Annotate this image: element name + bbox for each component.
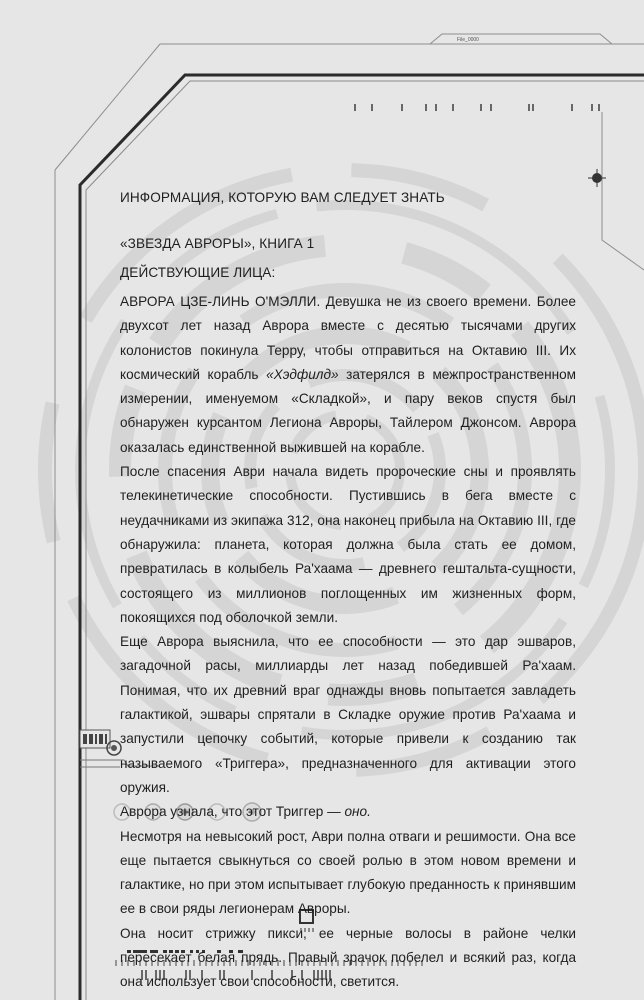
emphasis-text: оно. <box>344 804 371 820</box>
file-tag-text: File_0000 <box>457 37 479 43</box>
paragraph-appearance: Она носит стрижку пикси, ее черные волосы в районе челки пересекает белая прядь. Правый зрачок побелел и всякий раз, когда она использует свои способности, светится. <box>120 925 576 990</box>
character-name: АВРОРА ЦЗЕ-ЛИНЬ О'МЭЛЛИ. <box>120 294 321 309</box>
paragraph-text: затерялся в межпространственном измерении, именуемом «Складкой», и пару веков спустя был обнаружен курсантом Легиона Авроры, Тайлером Джонсом. Аврора оказалась единственной выжившей на корабле. <box>120 366 576 455</box>
paragraph-eshvar: Еще Аврора выяснила, что ее способности — это дар эшваров, загадочной расы, миллиарды лет назад победившей Ра'хаам. Понимая, что их древний враг однажды вновь попытается завладеть галактикой, эшвары спрятали в Складке оружие против Ра'хаама и запустили цепочку событий, которые привели к созданию так называемого «Триггера», предназначенного для активации этого оружия. <box>120 634 576 795</box>
page-content <box>120 186 576 995</box>
paragraph-text: Аврора узнала, что этот Триггер — <box>120 804 345 820</box>
section-title: ИНФОРМАЦИЯ, КОТОРУЮ ВАМ СЛЕДУЕТ ЗНАТЬ <box>120 190 445 205</box>
paragraph-rescue: После спасения Аври начала видеть пророческие сны и проявлять телекинетические способности. Пустившись в бега вместе с неудачниками из экипажа 312, она наконец прибыла на Октавию III, где обнаружила: планета, которая должна была стать ее домом, превратилась в колыбель Ра'хаама — древнего гештальта-сущности, состоящего из миллионов поглощенных им жизненных форм, покоящихся под оболочкой земли. <box>120 464 576 625</box>
book-title: «ЗВЕЗДА АВРОРЫ», КНИГА 1 <box>120 236 315 251</box>
paragraph-trigger <box>120 800 576 824</box>
ship-name: «Хэдфилд» <box>266 366 339 382</box>
crosshair-icon <box>588 169 606 187</box>
top-tick-marks <box>355 104 599 111</box>
paragraph-text: Девушка не из своего времени. Более двухсот лет назад Аврора вместе с десятью тысячами других колонистов покинула Терру, чтобы отправиться на Октавию III. Их космический корабль <box>120 294 576 382</box>
characters-heading: ДЕЙСТВУЮЩИЕ ЛИЦА: <box>120 265 276 280</box>
paragraph-personality: Несмотря на невысокий рост, Аври полна отваги и решимости. Она все еще пытается свыкнуться со своей ролью в этом новом времени и галактике, но при этом испытывает глубокую преданность к принявшим ее в свои ряды легионерам Авроры. <box>120 828 576 917</box>
file-tag <box>457 37 479 43</box>
paragraph-aurora-intro <box>120 290 576 460</box>
